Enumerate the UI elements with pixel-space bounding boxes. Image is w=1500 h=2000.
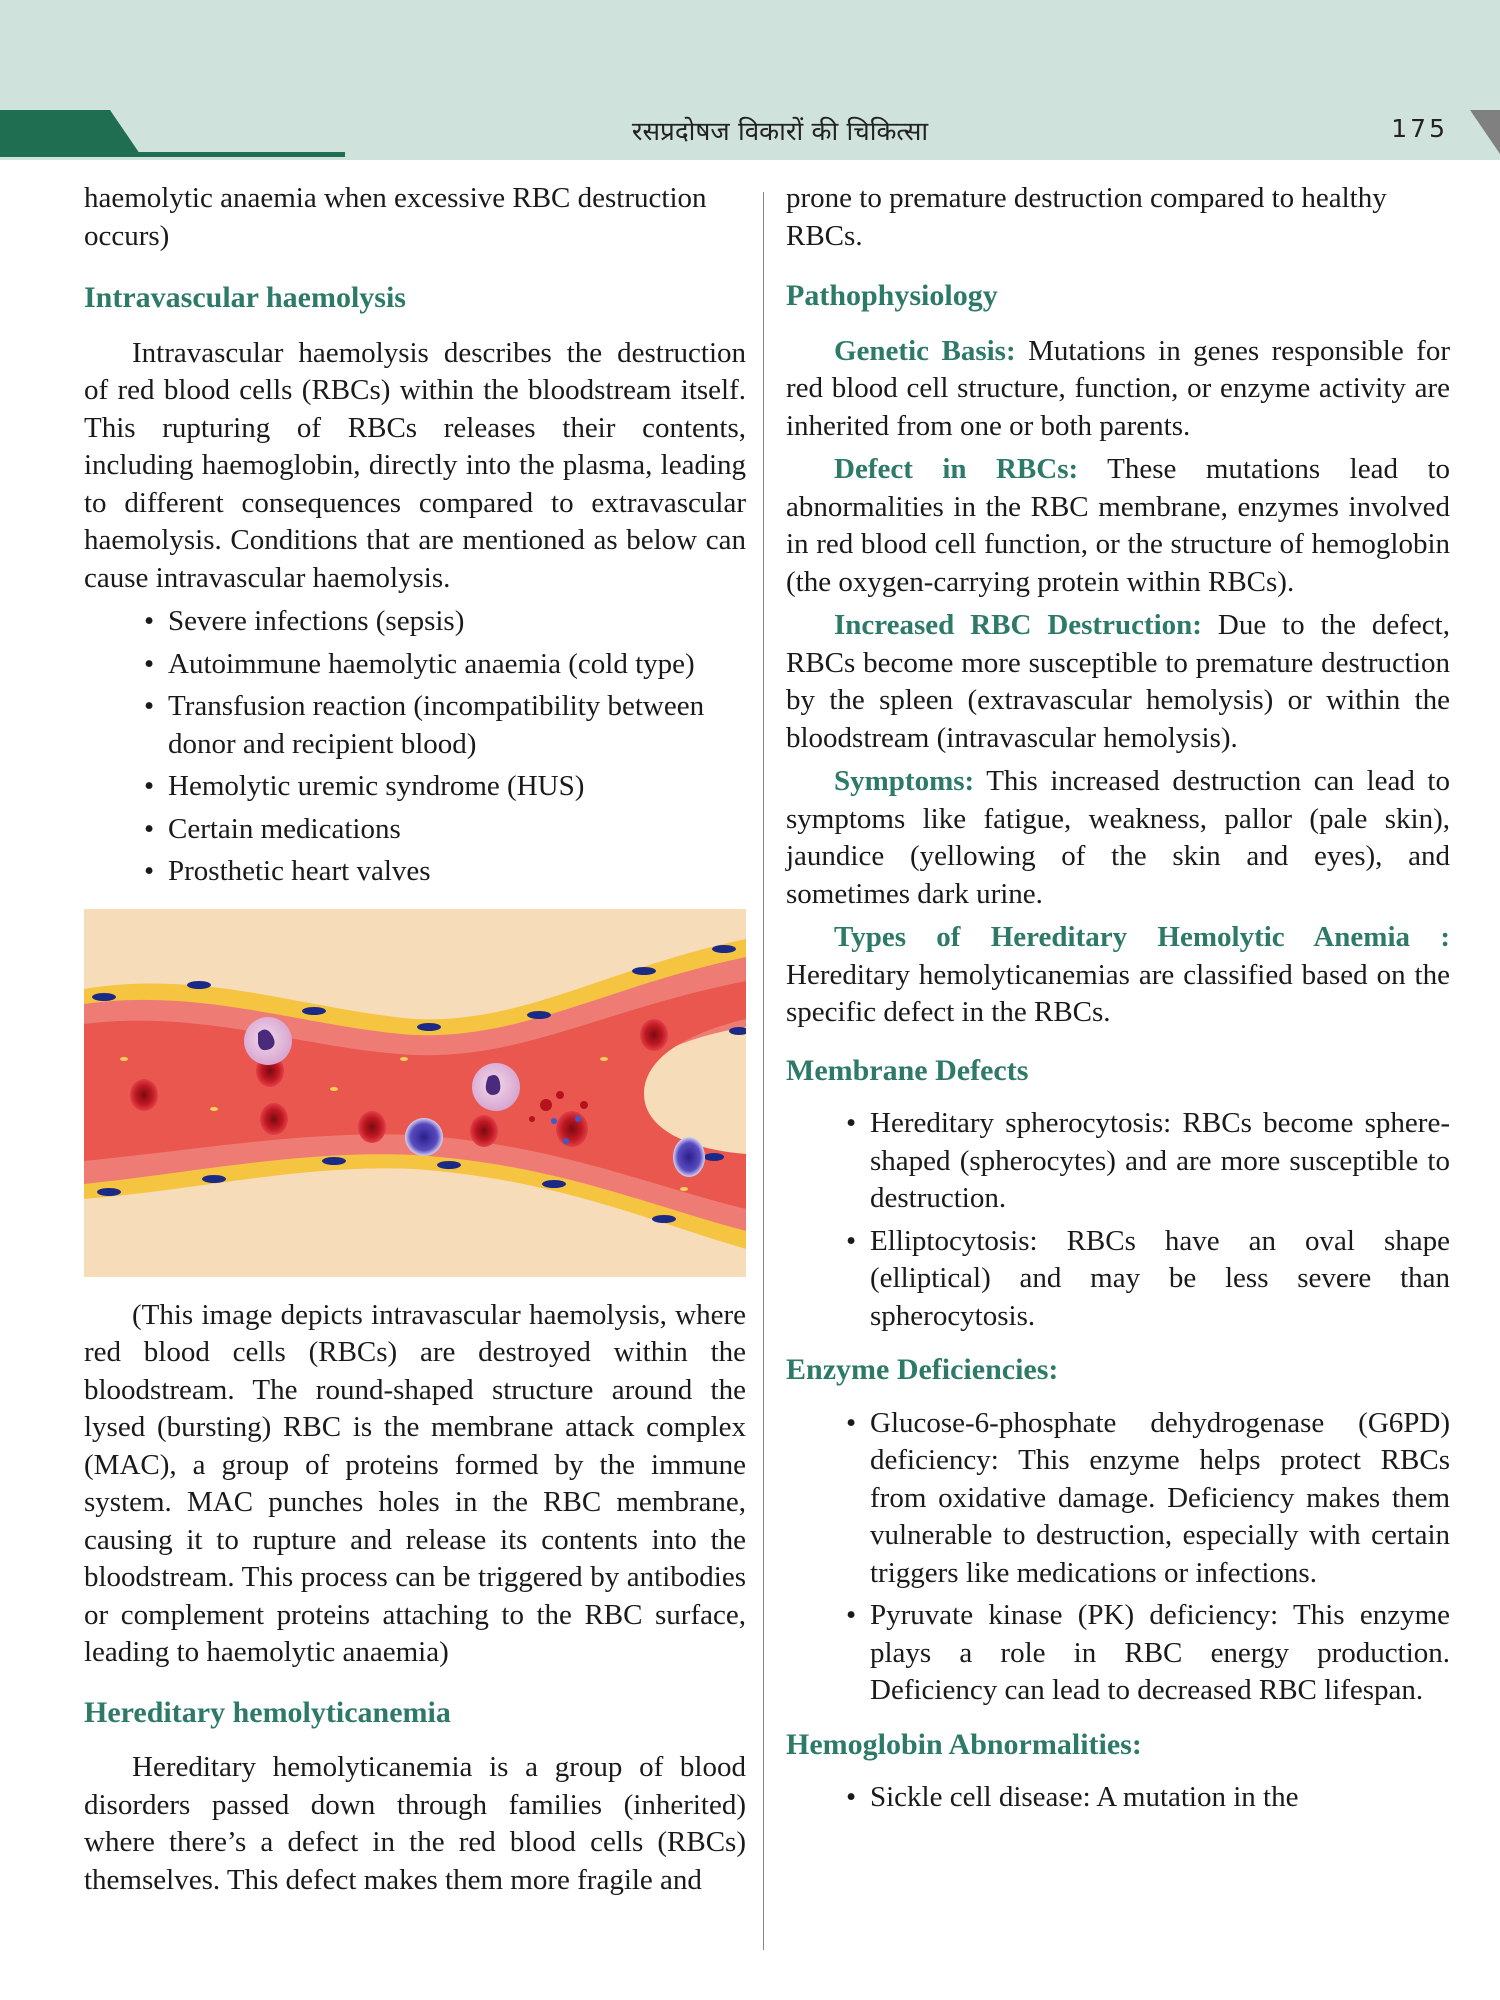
list-item: • Transfusion reaction (incompatibility between donor and recipient blood) — [168, 688, 746, 763]
list-item: • Certain medications — [168, 811, 746, 849]
increased-destruction-paragraph — [786, 607, 1450, 757]
enzyme-deficiencies-list — [786, 1405, 1450, 1710]
left-column — [84, 180, 746, 1899]
causes-list — [84, 603, 746, 891]
hereditary-heading: Hereditary hemolyticanemia — [84, 1695, 451, 1729]
genetic-basis-label: Genetic Basis: — [834, 334, 1016, 367]
types-text: Hereditary hemolyticanemias are classified based on the specific defect in the RBCs. — [786, 958, 1450, 1028]
intravascular-paragraph: Intravascular haemolysis describes the destruction of red blood cells (RBCs) within the bloodstream itself. This rupturing of RBCs releases their contents, including haemoglobin, directly into the plasma, leading to different consequences compared to extravascular haemolysis. Conditions that are mentioned as below can cause intravascular haemolysis. — [84, 336, 746, 594]
header-accent-line — [0, 152, 345, 157]
membrane-defects-list — [786, 1105, 1450, 1335]
symptoms-paragraph — [786, 763, 1450, 913]
hereditary-paragraph: Hereditary hemolyticanemia is a group of blood disorders passed down through families (inherited) where there’s a defect in the red blood cells (RBCs) themselves. This defect makes them more fragile and — [84, 1751, 746, 1896]
defect-text: These mutations lead to abnormalities in the RBC membrane, enzymes involved in red blood cell function, or the structure of hemoglobin (the oxygen-carrying protein within RBCs). — [786, 453, 1450, 598]
list-item: • Elliptocytosis: RBCs have an oval shape (elliptical) and may be less severe than spherocytosis. — [870, 1223, 1450, 1336]
defect-label: Defect in RBCs: — [834, 453, 1079, 485]
hemoglobin-abnormalities-list — [786, 1779, 1450, 1817]
hemoglobin-abnormalities-heading: Hemoglobin Abnormalities: — [786, 1727, 1142, 1761]
list-item: • Hemolytic uremic syndrome (HUS) — [168, 768, 746, 806]
list-item: • Hereditary spherocytosis: RBCs become sphere-shaped (spherocytes) and are more susceptible to destruction. — [870, 1105, 1450, 1218]
continuation-text: prone to premature destruction compared to healthy RBCs. — [786, 182, 1387, 252]
list-item: • Pyruvate kinase (PK) deficiency: This enzyme plays a role in RBC energy production. Deficiency can lead to decreased RBC lifespan. — [870, 1597, 1450, 1710]
list-item: • Autoimmune haemolytic anaemia (cold type) — [168, 646, 746, 684]
list-item: • Glucose-6-phosphate dehydrogenase (G6PD) deficiency: This enzyme helps protect RBCs from oxidative damage. Deficiency makes them vulnerable to destruction, especially with certain triggers like medications or infections. — [870, 1405, 1450, 1593]
pathophysiology-heading: Pathophysiology — [786, 279, 998, 312]
intro-text: haemolytic anaemia when excessive RBC destruction occurs) — [84, 182, 707, 252]
page-number: 175 — [1391, 114, 1448, 143]
enzyme-deficiencies-heading: Enzyme Deficiencies: — [786, 1353, 1059, 1386]
column-divider — [763, 192, 764, 1950]
defect-paragraph — [786, 451, 1450, 601]
genetic-basis-paragraph — [786, 333, 1450, 446]
list-item: • Sickle cell disease: A mutation in the — [870, 1779, 1450, 1817]
list-item: • Prosthetic heart valves — [168, 853, 746, 891]
list-item: • Severe infections (sepsis) — [168, 603, 746, 641]
membrane-defects-heading: Membrane Defects — [786, 1053, 1029, 1087]
symptoms-text: This increased destruction can lead to symptoms like fatigue, weakness, pallor (pale skin), jaundice (yellowing of the skin and eyes), and sometimes dark urine. — [786, 765, 1450, 910]
genetic-basis-text: Mutations in genes responsible for red blood cell structure, function, or enzyme activity are inherited from one or both parents. — [786, 334, 1450, 442]
increased-destruction-text: Due to the defect, RBCs become more susceptible to premature destruction by the spleen (extravascular hemolysis) or within the bloodstream (intravascular hemolysis). — [786, 609, 1450, 754]
types-paragraph — [786, 919, 1450, 1032]
haemolysis-illustration — [84, 909, 746, 1277]
types-label: Types of Hereditary Hemolytic Anemia : — [834, 921, 1450, 953]
increased-destruction-label: Increased RBC Destruction: — [834, 609, 1202, 641]
intravascular-heading: Intravascular haemolysis — [84, 281, 406, 314]
symptoms-label: Symptoms: — [834, 765, 975, 797]
blood-vessel-image — [84, 909, 746, 1277]
running-head: रसप्रदोषज विकारों की चिकित्सा — [631, 117, 929, 147]
right-column — [786, 180, 1450, 1822]
figure-caption: (This image depicts intravascular haemolysis, where red blood cells (RBCs) are destroyed within the bloodstream. The round-shaped structure around the lysed (bursting) RBC is the membrane attack complex (MAC), a group of proteins formed by the immune system. MAC punches holes in the RBC membrane, causing it to rupture and release its contents into the bloodstream. This process can be triggered by antibodies or complement proteins attaching to the RBC surface, leading to haemolytic anaemia) — [84, 1298, 746, 1668]
